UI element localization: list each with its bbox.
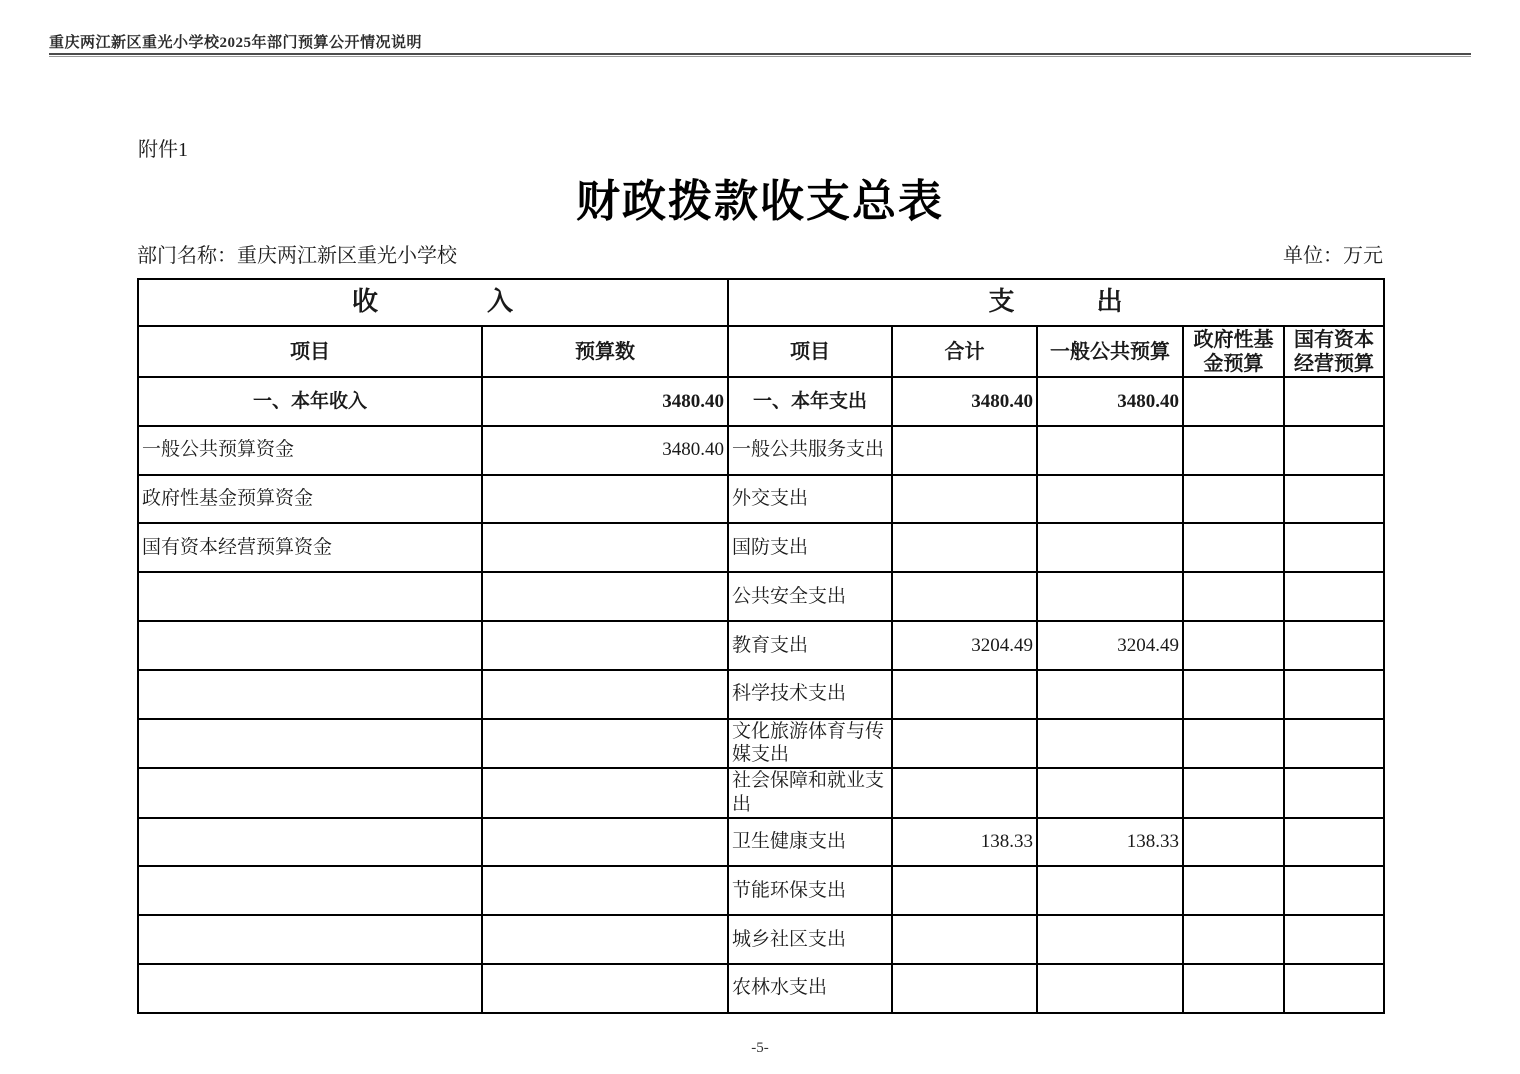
exp-govfund-cell (1183, 866, 1284, 915)
exp-statecap-cell (1284, 377, 1384, 426)
income-item-cell (138, 621, 482, 670)
exp-total-cell: 138.33 (892, 818, 1037, 867)
exp-govfund-cell (1183, 426, 1284, 475)
exp-total-cell: 3204.49 (892, 621, 1037, 670)
income-item-cell (138, 670, 482, 719)
exp-total-cell (892, 964, 1037, 1013)
exp-govfund-cell (1183, 719, 1284, 769)
col-header-income-item: 项目 (138, 326, 482, 377)
exp-item-cell: 卫生健康支出 (728, 818, 892, 867)
income-item-cell: 政府性基金预算资金 (138, 475, 482, 524)
exp-govfund-cell (1183, 768, 1284, 818)
table-row (138, 475, 1384, 524)
exp-statecap-cell (1284, 719, 1384, 769)
section-header-row (138, 279, 1384, 326)
income-value-cell: 3480.40 (482, 377, 728, 426)
exp-general-cell (1037, 670, 1183, 719)
income-item-cell (138, 768, 482, 818)
exp-statecap-cell (1284, 621, 1384, 670)
col-header-exp-total: 合计 (892, 326, 1037, 377)
income-value-cell (482, 523, 728, 572)
exp-statecap-cell (1284, 572, 1384, 621)
exp-govfund-cell (1183, 915, 1284, 964)
exp-statecap-cell (1284, 866, 1384, 915)
exp-general-cell (1037, 719, 1183, 769)
income-value-cell (482, 768, 728, 818)
income-item-cell (138, 818, 482, 867)
income-item-cell (138, 572, 482, 621)
exp-statecap-cell (1284, 670, 1384, 719)
income-value-cell (482, 572, 728, 621)
department-name-label: 部门名称：重庆两江新区重光小学校 (137, 245, 457, 267)
exp-statecap-cell (1284, 475, 1384, 524)
col-header-exp-general: 一般公共预算 (1037, 326, 1183, 377)
exp-total-cell (892, 523, 1037, 572)
income-value-cell (482, 719, 728, 769)
exp-statecap-cell (1284, 964, 1384, 1013)
exp-govfund-cell (1183, 572, 1284, 621)
exp-item-cell: 教育支出 (728, 621, 892, 670)
col-header-income-budget: 预算数 (482, 326, 728, 377)
exp-total-cell (892, 572, 1037, 621)
exp-item-cell: 一般公共服务支出 (728, 426, 892, 475)
exp-statecap-cell (1284, 818, 1384, 867)
exp-total-cell (892, 475, 1037, 524)
income-item-cell (138, 719, 482, 769)
document-header-title: 重庆两江新区重光小学校2025年部门预算公开情况说明 (49, 35, 423, 51)
page-title: 财政拨款收支总表 (576, 177, 944, 226)
table-row (138, 768, 1384, 818)
exp-general-cell (1037, 475, 1183, 524)
exp-total-cell (892, 866, 1037, 915)
exp-item-cell: 社会保障和就业支出 (728, 768, 892, 818)
unit-label: 单位：万元 (1283, 245, 1383, 267)
exp-general-cell (1037, 964, 1183, 1013)
table-row (138, 915, 1384, 964)
exp-total-cell: 3480.40 (892, 377, 1037, 426)
exp-total-cell (892, 670, 1037, 719)
table-row (138, 719, 1384, 769)
income-item-cell (138, 915, 482, 964)
exp-general-cell (1037, 523, 1183, 572)
income-item-cell: 一、本年收入 (138, 377, 482, 426)
exp-govfund-cell (1183, 818, 1284, 867)
exp-item-cell: 科学技术支出 (728, 670, 892, 719)
exp-statecap-cell (1284, 915, 1384, 964)
exp-general-cell (1037, 768, 1183, 818)
exp-govfund-cell (1183, 475, 1284, 524)
table-row (138, 818, 1384, 867)
budget-summary-table (137, 278, 1385, 1014)
income-value-cell (482, 475, 728, 524)
exp-item-cell: 文化旅游体育与传媒支出 (728, 719, 892, 769)
exp-govfund-cell (1183, 377, 1284, 426)
table-row (138, 572, 1384, 621)
income-item-cell (138, 964, 482, 1013)
exp-item-cell: 外交支出 (728, 475, 892, 524)
col-header-exp-gov-fund: 政府性基金预算 (1183, 326, 1284, 377)
exp-total-cell (892, 426, 1037, 475)
page-number: -5- (751, 1040, 769, 1056)
income-section-header: 收 入 (138, 279, 728, 326)
income-item-cell (138, 866, 482, 915)
income-value-cell (482, 915, 728, 964)
income-value-cell (482, 866, 728, 915)
exp-govfund-cell (1183, 964, 1284, 1013)
income-value-cell (482, 818, 728, 867)
exp-item-cell: 农林水支出 (728, 964, 892, 1013)
income-value-cell (482, 621, 728, 670)
exp-general-cell: 138.33 (1037, 818, 1183, 867)
col-header-exp-item: 项目 (728, 326, 892, 377)
income-value-cell (482, 670, 728, 719)
table-row (138, 621, 1384, 670)
table-row (138, 377, 1384, 426)
col-header-exp-state-capital: 国有资本经营预算 (1284, 326, 1384, 377)
exp-govfund-cell (1183, 621, 1284, 670)
table-row (138, 426, 1384, 475)
exp-total-cell (892, 719, 1037, 769)
table-row (138, 670, 1384, 719)
income-value-cell (482, 964, 728, 1013)
income-item-cell: 一般公共预算资金 (138, 426, 482, 475)
exp-statecap-cell (1284, 768, 1384, 818)
exp-general-cell: 3480.40 (1037, 377, 1183, 426)
income-item-cell: 国有资本经营预算资金 (138, 523, 482, 572)
exp-total-cell (892, 768, 1037, 818)
exp-statecap-cell (1284, 426, 1384, 475)
exp-item-cell: 一、本年支出 (728, 377, 892, 426)
exp-govfund-cell (1183, 670, 1284, 719)
exp-general-cell (1037, 866, 1183, 915)
table-row (138, 523, 1384, 572)
expenditure-section-header: 支 出 (728, 279, 1384, 326)
table-caption-row (137, 239, 1383, 268)
exp-total-cell (892, 915, 1037, 964)
exp-statecap-cell (1284, 523, 1384, 572)
exp-item-cell: 国防支出 (728, 523, 892, 572)
exp-general-cell (1037, 572, 1183, 621)
attachment-label: 附件1 (138, 139, 188, 161)
exp-item-cell: 节能环保支出 (728, 866, 892, 915)
column-header-row (138, 326, 1384, 377)
table-row (138, 964, 1384, 1013)
exp-item-cell: 公共安全支出 (728, 572, 892, 621)
exp-item-cell: 城乡社区支出 (728, 915, 892, 964)
exp-govfund-cell (1183, 523, 1284, 572)
exp-general-cell: 3204.49 (1037, 621, 1183, 670)
header-rule (49, 53, 1471, 57)
exp-general-cell (1037, 426, 1183, 475)
income-value-cell: 3480.40 (482, 426, 728, 475)
exp-general-cell (1037, 915, 1183, 964)
table-row (138, 866, 1384, 915)
